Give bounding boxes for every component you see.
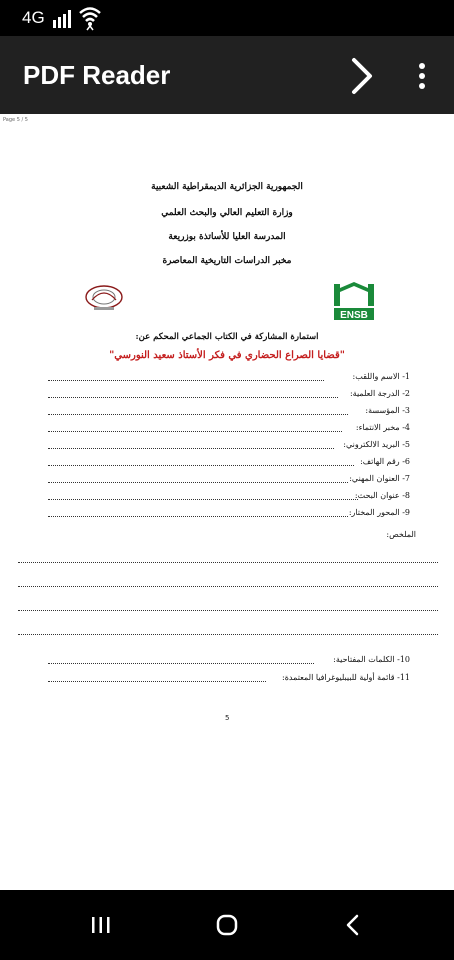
next-page-icon[interactable] bbox=[346, 56, 378, 96]
field-institution-line bbox=[48, 414, 348, 415]
field-axis-label: 9- المحور المختار: bbox=[348, 508, 410, 517]
field-phone-line bbox=[48, 465, 354, 466]
app-title: PDF Reader bbox=[23, 60, 171, 90]
form-title: استمارة المشاركة في الكتاب الجماعي المحكم عن: bbox=[135, 332, 319, 342]
status-bar bbox=[0, 0, 454, 36]
field-institution-label: 3- المؤسسة: bbox=[365, 406, 410, 415]
abstract-line-2 bbox=[18, 586, 438, 587]
signal-icon bbox=[53, 9, 75, 28]
field-email-label: 5- البريد الالكتروني: bbox=[343, 440, 410, 449]
ensb-logo-text: ENSB bbox=[340, 310, 368, 321]
page-label: Page 5 / 5 bbox=[3, 117, 28, 123]
field-degree-line bbox=[48, 397, 338, 398]
home-icon[interactable] bbox=[212, 912, 242, 938]
field-lab-line bbox=[48, 431, 342, 432]
field-axis-line bbox=[48, 516, 348, 517]
field-abstract-label: الملخص: bbox=[386, 530, 416, 539]
abstract-line-3 bbox=[18, 610, 438, 611]
ensb-logo-icon bbox=[330, 278, 378, 322]
book-title: "قضايا الصراع الحضاري في فكر الأستاذ سعيد النورسي" bbox=[109, 350, 345, 361]
field-address-label: 7- العنوان المهني: bbox=[349, 474, 410, 483]
more-options-icon[interactable] bbox=[414, 62, 430, 90]
back-icon[interactable] bbox=[338, 912, 368, 938]
header-line-3: المدرسة العليا للأساتذة بوزريعة bbox=[168, 232, 286, 242]
field-email-line bbox=[48, 448, 334, 449]
abstract-line-1 bbox=[18, 562, 438, 563]
lab-logo-icon bbox=[82, 284, 126, 312]
field-research-title-line bbox=[48, 499, 358, 500]
field-keywords-line bbox=[48, 663, 314, 664]
field-degree-label: 2- الدرجة العلمية: bbox=[349, 389, 410, 398]
field-name-label: 1- الاسم واللقب: bbox=[352, 372, 410, 381]
header-line-1: الجمهورية الجزائرية الديمقراطية الشعبية bbox=[151, 182, 303, 192]
header-line-4: مخبر الدراسات التاريخية المعاصرة bbox=[162, 256, 292, 266]
field-research-title-label: 8- عنوان البحث: bbox=[354, 491, 410, 500]
field-bibliography-line bbox=[48, 681, 266, 682]
abstract-line-4 bbox=[18, 634, 438, 635]
field-bibliography-label: 11- قائمة أولية للبيبليوغرافيا المعتمدة: bbox=[282, 673, 410, 682]
header-line-2: وزارة التعليم العالي والبحث العلمي bbox=[161, 208, 293, 218]
recent-apps-icon[interactable] bbox=[86, 912, 116, 938]
field-keywords-label: 10- الكلمات المفتاحية: bbox=[333, 655, 410, 664]
field-phone-label: 6- رقم الهاتف: bbox=[360, 457, 410, 466]
wifi-icon bbox=[78, 5, 102, 31]
field-lab-label: 4- مخبر الانتماء: bbox=[355, 423, 410, 432]
app-bar bbox=[0, 36, 454, 114]
pdf-page[interactable] bbox=[0, 114, 454, 890]
page-number: 5 bbox=[225, 714, 230, 722]
navigation-bar bbox=[0, 890, 454, 960]
field-address-line bbox=[48, 482, 348, 483]
network-type: 4G bbox=[22, 8, 45, 27]
field-name-line bbox=[48, 380, 324, 381]
